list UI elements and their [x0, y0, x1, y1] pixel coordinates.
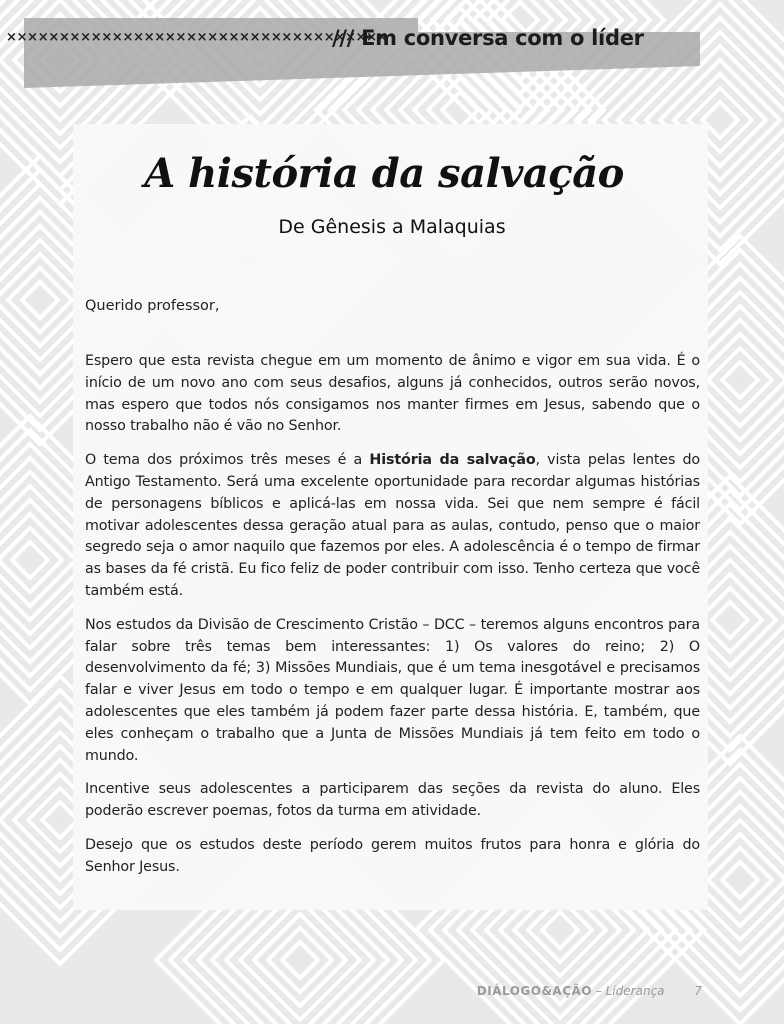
- greeting: Querido professor,: [85, 298, 220, 314]
- page-number: 7: [694, 984, 702, 998]
- pattern-diamond: [282, 942, 318, 978]
- pattern-diamond: [22, 282, 58, 318]
- pattern-diamond: [722, 862, 758, 898]
- paragraph-2-end: , vista pelas lentes do Antigo Testamento. Será uma excelente oportunidade para recordar algumas histórias de personagens bíblicos e aplicá-las em nossa vida. Sei que nem sempre é fácil motivar adolescentes dessa geração atual para as aulas, contudo, penso que o maior segredo seja o amor naquilo que fazemos por eles. A adolescência é o tempo de firmar as bases da fé cristã. Eu fico feliz de poder contribuir com isso. Tenho certeza que você também está.: [85, 452, 701, 599]
- pattern-diamond: [442, 92, 478, 128]
- pattern-diamond: [542, 912, 578, 948]
- section-title: /// Em conversa com o líder: [332, 26, 644, 50]
- paragraph-5: Desejo que os estudos deste período gerem muitos frutos para honra e glória do Senhor Jesus.: [85, 836, 700, 875]
- footer-brand: DIÁLOGO&AÇÃO: [476, 984, 593, 998]
- pattern-diamond: [712, 602, 748, 638]
- pattern-diamond: [12, 542, 48, 578]
- pattern-diamond: [722, 362, 758, 398]
- article-subtitle: De Gênesis a Malaquias: [278, 216, 506, 238]
- paragraph-2-start: O tema dos próximos três meses é a: [85, 452, 370, 469]
- pattern-diamond: [240, 900, 360, 1020]
- header-decoration: ××××××××××××××××××××××××××××××××××××: [6, 30, 388, 45]
- page-footer: [477, 984, 702, 998]
- article-body: [85, 351, 700, 891]
- footer-section: – Liderança: [595, 984, 665, 998]
- article-title: A história da salvação: [144, 150, 624, 197]
- paragraph-4: Incentive seus adolescentes a participarem das seções da revista do aluno. Eles poderão escrever poemas, fotos da turma em atividade.: [85, 781, 700, 820]
- paragraph-2: [85, 450, 700, 603]
- paragraph-1: Espero que esta revista chegue em um momento de ânimo e vigor em sua vida. É o início de um novo ano com seus desafios, alguns já conhecidos, outros serão novos, mas espero que todos nós consigamos nos manter firmes em Jesus, sabendo que o nosso trabalho não é vão no Senhor.: [85, 353, 700, 435]
- paragraph-2-highlight: História da salvação: [369, 452, 536, 469]
- paragraph-3: Nos estudos da Divisão de Crescimento Cristão – DCC – teremos alguns encontros para falar sobre três temas bem interessantes: 1) Os valores do reino; 2) O desenvolvimento da fé; 3) Missões Mundiais, que é um tema inesgotável e precisamos falar e viver Jesus em todo o tempo e em qualquer lugar. É importante mostrar aos adolescentes que eles também já podem fazer parte dessa história. E, também, que eles conheçam o trabalho que a Junta de Missões Mundiais já tem feito em todo o mundo.: [85, 616, 700, 764]
